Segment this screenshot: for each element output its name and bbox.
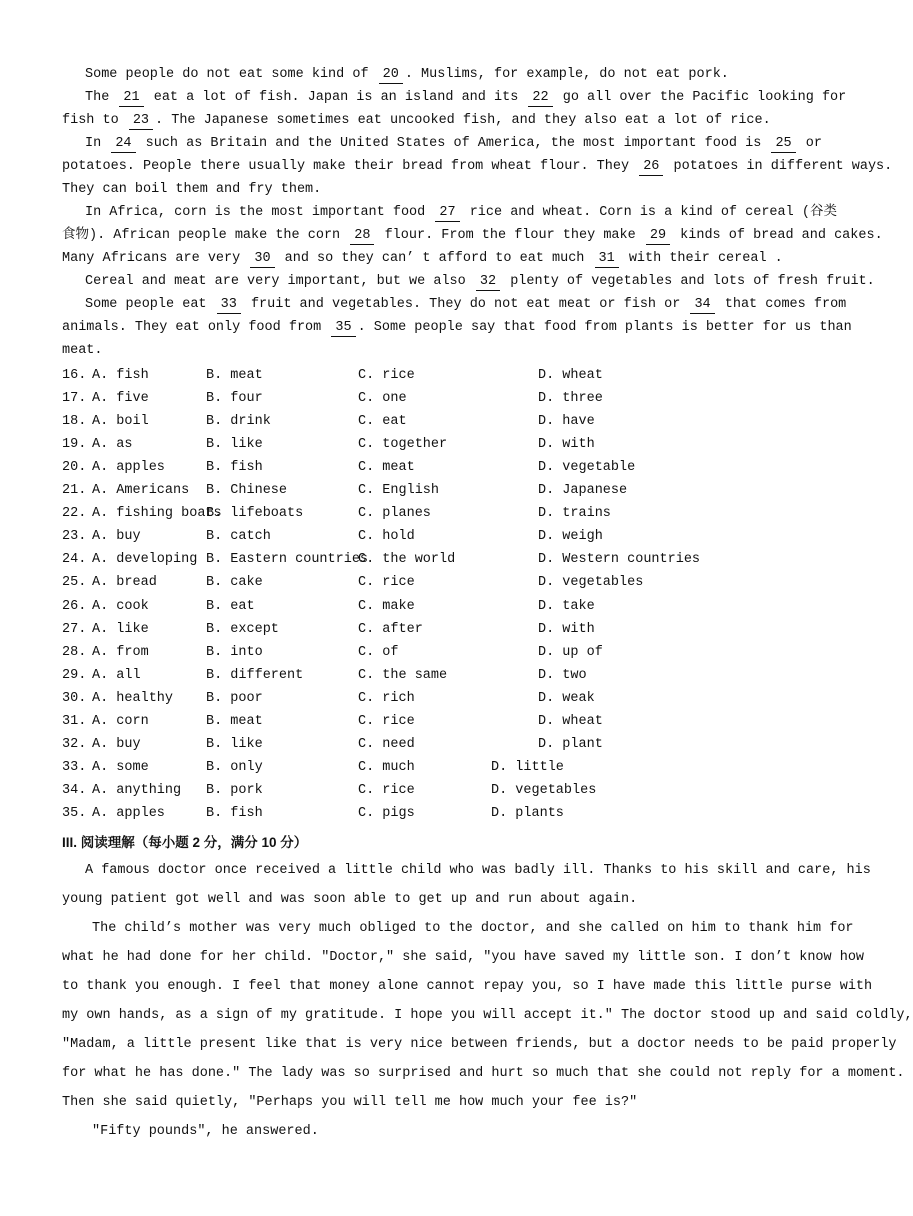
question-number: 31. xyxy=(62,713,87,729)
answer-option: D. plants xyxy=(491,805,564,821)
question-number: 30. xyxy=(62,690,87,706)
answer-option: B. catch xyxy=(206,529,271,545)
answer-option: C. the world xyxy=(358,552,456,568)
passage-text: In xyxy=(85,136,102,151)
passage-text: Cereal and meat are very important, but we also xyxy=(85,274,466,289)
answer-option: A. healthy xyxy=(92,690,174,706)
blank-32: 32 xyxy=(476,274,500,291)
answer-option: A. fish xyxy=(92,368,149,383)
answer-option: A. bread xyxy=(92,575,157,591)
answer-option: C. the same xyxy=(358,667,448,683)
passage-text: Some people do not eat some kind of xyxy=(85,67,369,82)
answer-option: B. pork xyxy=(206,782,263,798)
passage-text: with their cereal . xyxy=(628,251,783,266)
answer-option: A. five xyxy=(92,391,149,407)
answer-option: C. much xyxy=(358,759,415,775)
answer-option: A. corn xyxy=(92,713,149,729)
answer-option: D. with xyxy=(538,437,595,453)
answer-option: B. like xyxy=(206,736,263,752)
question-number: 32. xyxy=(62,736,87,752)
question-number: 22. xyxy=(62,506,87,522)
question-number: 27. xyxy=(62,621,87,637)
answer-option: B. different xyxy=(206,667,304,683)
passage-text: 食物). African people make the corn xyxy=(62,228,341,243)
blank-23: 23 xyxy=(129,113,153,130)
answer-option: B. only xyxy=(206,759,263,775)
answer-option: A. buy xyxy=(92,736,141,752)
question-row xyxy=(0,456,860,479)
reading-line: The child’s mother was very much obliged to the doctor, and she called on him to thank him for xyxy=(92,921,854,936)
blank-22: 22 xyxy=(528,90,552,107)
question-number: 16. xyxy=(62,368,87,383)
question-number: 25. xyxy=(62,575,87,591)
answer-option: A. developing xyxy=(92,552,198,568)
question-row xyxy=(0,548,860,571)
answer-option: C. pigs xyxy=(358,805,415,821)
answer-option: D. vegetables xyxy=(491,782,597,798)
question-row xyxy=(0,525,860,548)
question-number: 34. xyxy=(62,782,87,798)
passage-text: and so they can’ t afford to eat much xyxy=(284,251,585,266)
answer-option: C. planes xyxy=(358,506,431,522)
question-row xyxy=(0,364,860,387)
blank-21: 21 xyxy=(119,90,143,107)
answer-option: A. all xyxy=(92,667,141,683)
question-number: 28. xyxy=(62,644,87,660)
answer-option: B. Eastern countries xyxy=(206,552,369,568)
answer-option: A. anything xyxy=(92,782,182,798)
answer-option: C. make xyxy=(358,598,415,614)
answer-option: C. need xyxy=(358,736,415,752)
question-number: 17. xyxy=(62,391,87,407)
passage-line xyxy=(62,155,893,178)
blank-35: 35 xyxy=(331,320,355,337)
question-row xyxy=(0,618,860,641)
question-number: 33. xyxy=(62,759,87,775)
passage-line xyxy=(85,63,800,86)
question-number: 23. xyxy=(62,529,87,545)
passage-line xyxy=(85,293,847,316)
passage-line xyxy=(62,339,800,362)
answer-option: D. take xyxy=(538,598,595,614)
reading-line: young patient got well and was soon able to get up and run about again. xyxy=(62,892,638,907)
blank-20: 20 xyxy=(379,67,403,84)
passage-line xyxy=(85,86,847,109)
question-row xyxy=(0,479,860,502)
question-row xyxy=(0,433,860,456)
answer-option: B. poor xyxy=(206,690,263,706)
blank-31: 31 xyxy=(595,251,619,268)
reading-line: "Madam, a little present like that is very nice between friends, but a doctor needs to be paid properly xyxy=(62,1037,897,1052)
passage-text: In Africa, corn is the most important food xyxy=(85,205,426,220)
passage-line xyxy=(62,224,883,247)
blank-28: 28 xyxy=(350,228,374,245)
passage-text: plenty of vegetables and lots of fresh fruit. xyxy=(510,274,875,289)
answer-option: C. English xyxy=(358,483,440,499)
answer-option: B. like xyxy=(206,437,263,453)
answer-option: C. rich xyxy=(358,690,415,706)
question-row xyxy=(0,779,860,802)
question-row xyxy=(0,756,860,779)
answer-option: C. rice xyxy=(358,782,415,798)
answer-option: D. vegetable xyxy=(538,460,636,476)
question-number: 20. xyxy=(62,460,87,476)
passage-text: fish to xyxy=(62,113,119,128)
answer-option: C. hold xyxy=(358,529,415,545)
question-number: 35. xyxy=(62,805,87,821)
passage-text: Some people eat xyxy=(85,297,207,312)
answer-option: A. boil xyxy=(92,414,149,430)
passage-text: rice and wheat. Corn is a kind of cereal (谷类 xyxy=(469,205,837,220)
passage-text: . Some people say that food from plants is better for us than xyxy=(357,320,852,335)
answer-option: D. weigh xyxy=(538,529,603,545)
blank-26: 26 xyxy=(639,159,663,176)
question-row xyxy=(0,664,860,687)
answer-option: B. cake xyxy=(206,575,263,591)
passage-line xyxy=(85,132,822,155)
question-number: 24. xyxy=(62,552,87,568)
passage-line xyxy=(85,201,837,224)
question-row xyxy=(0,387,860,410)
answer-option: A. fishing boats xyxy=(92,506,222,522)
answer-option: D. vegetables xyxy=(538,575,644,591)
reading-line: what he had done for her child. "Doctor," she said, "you have saved my little son. I don’t know how xyxy=(62,950,865,965)
question-row xyxy=(0,502,860,525)
answer-option: A. like xyxy=(92,621,149,637)
answer-option: B. eat xyxy=(206,598,255,614)
answer-option: B. fish xyxy=(206,805,263,821)
answer-option: A. buy xyxy=(92,529,141,545)
answer-option: B. meat xyxy=(206,368,263,383)
answer-option: D. with xyxy=(538,621,595,637)
blank-25: 25 xyxy=(771,136,795,153)
passage-line xyxy=(62,247,800,270)
passage-text: . The Japanese sometimes eat uncooked fish, and they also eat a lot of rice. xyxy=(155,113,771,128)
passage-text: The xyxy=(85,90,110,105)
section-heading: III. 阅读理解（每小题 2 分，满分 10 分） xyxy=(62,835,308,850)
question-row xyxy=(0,710,860,733)
blank-33: 33 xyxy=(217,297,241,314)
blank-29: 29 xyxy=(646,228,670,245)
reading-line: my own hands, as a sign of my gratitude. I hope you will accept it." The doctor stood up and said coldly, xyxy=(62,1008,913,1023)
answer-option: D. wheat xyxy=(538,368,603,383)
answer-option: D. trains xyxy=(538,506,611,522)
answer-option: A. as xyxy=(92,437,133,453)
answer-option: B. into xyxy=(206,644,263,660)
question-number: 21. xyxy=(62,483,87,499)
reading-line: for what he has done." The lady was so surprised and hurt so much that she could not reply for a moment. xyxy=(62,1066,905,1081)
passage-text: flour. From the flour they make xyxy=(384,228,636,243)
passage-line xyxy=(62,178,800,201)
question-row xyxy=(0,687,860,710)
passage-text: such as Britain and the United States of America, the most important food is xyxy=(145,136,762,151)
answer-option: C. meat xyxy=(358,460,415,476)
answer-option: D. Western countries xyxy=(538,552,701,568)
passage-text: kinds of bread and cakes. xyxy=(680,228,883,243)
reading-line: to thank you enough. I feel that money alone cannot repay you, so I have made this little purse with xyxy=(62,979,873,994)
answer-option: B. drink xyxy=(206,414,271,430)
blank-30: 30 xyxy=(250,251,274,268)
question-row xyxy=(0,641,860,664)
blank-27: 27 xyxy=(435,205,459,222)
passage-line xyxy=(62,109,800,132)
passage-text: eat a lot of fish. Japan is an island and its xyxy=(153,90,519,105)
answer-option: D. weak xyxy=(538,690,595,706)
answer-option: D. wheat xyxy=(538,713,603,729)
answer-option: B. meat xyxy=(206,713,263,729)
answer-option: A. apples xyxy=(92,805,165,821)
reading-line: Then she said quietly, "Perhaps you will tell me how much your fee is?" xyxy=(62,1095,638,1110)
answer-option: D. Japanese xyxy=(538,483,628,499)
passage-text: that comes from xyxy=(724,297,847,312)
answer-option: A. cook xyxy=(92,598,149,614)
passage-text: . Muslims, for example, do not eat pork. xyxy=(404,67,729,82)
answer-option: C. eat xyxy=(358,414,407,430)
passage-text: animals. They eat only food from xyxy=(62,320,322,335)
reading-line: A famous doctor once received a little child who was badly ill. Thanks to his skill and care, his xyxy=(85,863,871,878)
answer-option: C. one xyxy=(358,391,407,407)
answer-option: C. rice xyxy=(358,575,415,591)
question-row xyxy=(0,733,860,756)
question-row xyxy=(0,595,860,618)
question-number: 19. xyxy=(62,437,87,453)
answer-option: D. three xyxy=(538,391,603,407)
answer-option: D. plant xyxy=(538,736,603,752)
passage-text: meat. xyxy=(62,343,103,358)
answer-option: A. from xyxy=(92,644,149,660)
passage-text: potatoes in different ways. xyxy=(673,159,893,174)
answer-option: C. after xyxy=(358,621,423,637)
question-row xyxy=(0,802,860,825)
passage-text: Many Africans are very xyxy=(62,251,241,266)
question-row xyxy=(0,571,860,594)
answer-option: A. Americans xyxy=(92,483,190,499)
blank-34: 34 xyxy=(690,297,714,314)
answer-option: B. Chinese xyxy=(206,483,288,499)
reading-line: "Fifty pounds", he answered. xyxy=(92,1124,319,1139)
blank-24: 24 xyxy=(111,136,135,153)
answer-option: B. fish xyxy=(206,460,263,476)
answer-option: D. two xyxy=(538,667,587,683)
passage-line xyxy=(85,270,875,293)
answer-option: C. together xyxy=(358,437,448,453)
passage-text: They can boil them and fry them. xyxy=(62,182,322,197)
passage-text: or xyxy=(805,136,822,151)
passage-text: go all over the Pacific looking for xyxy=(562,90,847,105)
question-row xyxy=(0,410,860,433)
answer-option: C. of xyxy=(358,644,399,660)
answer-option: D. have xyxy=(538,414,595,430)
question-number: 26. xyxy=(62,598,87,614)
answer-option: C. rice xyxy=(358,368,415,383)
answer-option: A. some xyxy=(92,759,149,775)
passage-text: potatoes. People there usually make their bread from wheat flour. They xyxy=(62,159,630,174)
answer-option: D. up of xyxy=(538,644,603,660)
answer-option: C. rice xyxy=(358,713,415,729)
passage-text: fruit and vegetables. They do not eat meat or fish or xyxy=(250,297,681,312)
answer-option: B. except xyxy=(206,621,279,637)
passage-line xyxy=(62,316,852,339)
answer-option: A. apples xyxy=(92,460,165,476)
answer-option: B. four xyxy=(206,391,263,407)
question-number: 18. xyxy=(62,414,87,430)
answer-option: B. lifeboats xyxy=(206,506,304,522)
answer-option: D. little xyxy=(491,759,564,775)
question-number: 29. xyxy=(62,667,87,683)
